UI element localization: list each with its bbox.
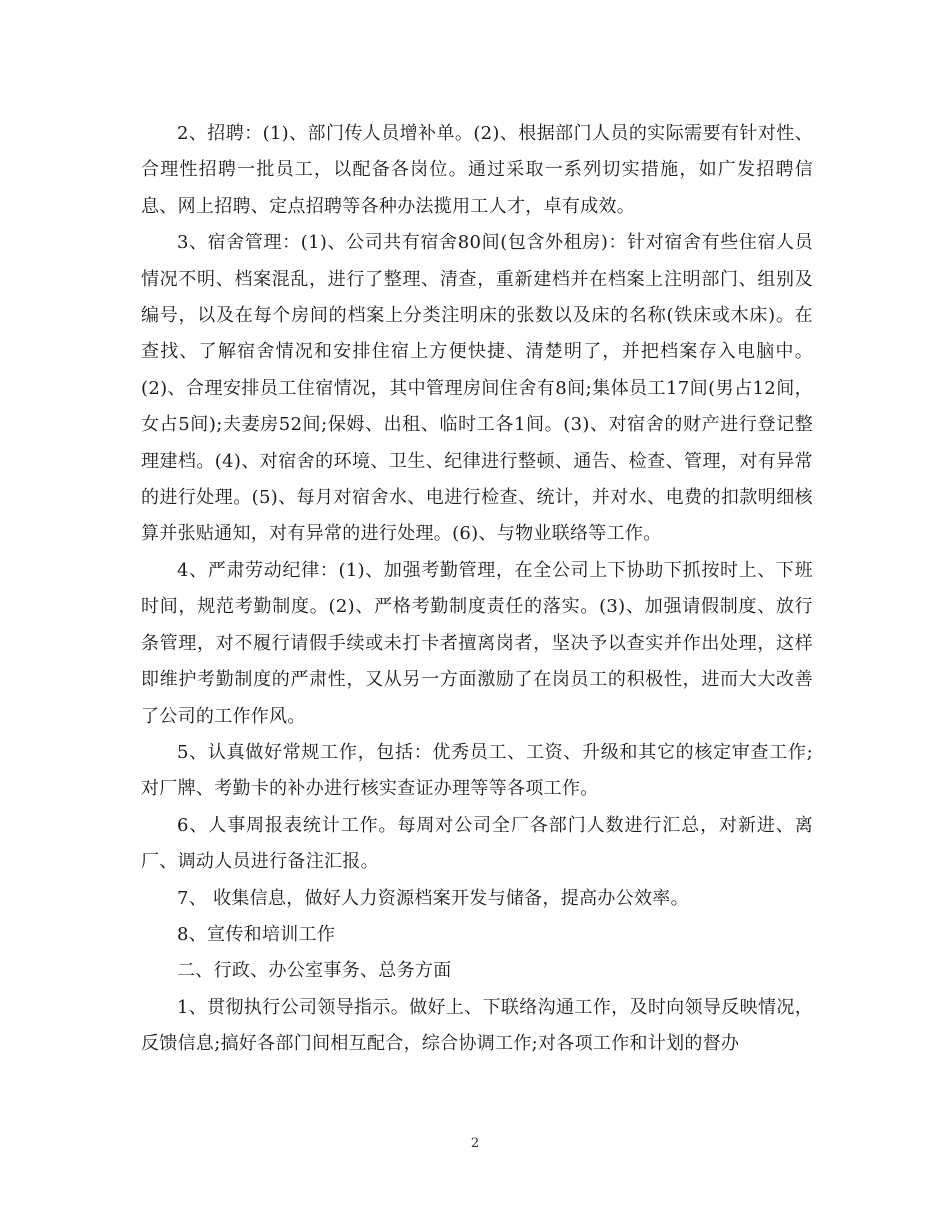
paragraph-recruitment: 2、招聘：(1)、部门传人员增补单。(2)、根据部门人员的实际需要有针对性、合理性招聘一批员工，以配备各岗位。通过采取一系列切实措施，如广发招聘信息、网上招聘、定点招聘等各种办法揽用工人才，卓有成效。 bbox=[141, 123, 813, 217]
paragraph-weekly-report: 6、人事周报表统计工作。每周对公司全厂各部门人数进行汇总，对新进、离厂、调动人员进行备注汇报。 bbox=[141, 814, 813, 873]
paragraph-publicity-training: 8、宣传和培训工作 bbox=[177, 923, 336, 945]
page-number: 2 bbox=[470, 1136, 480, 1151]
paragraph-dormitory-management: 3、宿舍管理：(1)、公司共有宿舍80间(包含外租房)：针对宿舍有些住宿人员情况不明、档案混乱，进行了整理、清查，重新建档并在档案上注明部门、组别及编号，以及在每个房间的档案上分类注明床的张数以及床的名称(铁床或木床)。在查找、了解宿舍情况和安排住宿上方便快捷、清楚明了，并把档案存入电脑中。(2)、合理安排员工住宿情况，其中管理房间住舍有8间;集体员工17间(男占12间，女占5间);夫妻房52间;保姆、出租、临时工各1间。(3)、对宿舍的财产进行登记整理建档。(4)、对宿舍的环境、卫生、纪律进行整顿、通告、检查、管理，对有异常的进行处理。(5)、每月对宿舍水、电进行检查、统计，并对水、电费的扣款明细核算并张贴通知，对有异常的进行处理。(6)、与物业联络等工作。 bbox=[141, 232, 813, 545]
section-heading-administration: 二、行政、办公室事务、总务方面 bbox=[177, 960, 452, 982]
paragraph-information-collection: 7、 收集信息，做好人力资源档案开发与储备，提高办公效率。 bbox=[177, 887, 689, 909]
paragraph-leadership-instructions: 1、贯彻执行公司领导指示。做好上、下联络沟通工作，及时向领导反映情况，反馈信息;搞好各部门间相互配合，综合协调工作;对各项工作和计划的督办 bbox=[141, 996, 813, 1055]
paragraph-labor-discipline: 4、严肃劳动纪律：(1)、加强考勤管理，在全公司上下协助下抓按时上、下班时间，规范考勤制度。(2)、严格考勤制度责任的落实。(3)、加强请假制度、放行条管理，对不履行请假手续或未打卡者擅离岗者，坚决予以查实并作出处理，这样即维护考勤制度的严肃性，又从另一方面激励了在岗员工的积极性，进而大大改善了公司的工作作风。 bbox=[141, 559, 813, 727]
document-body bbox=[141, 116, 813, 1063]
paragraph-routine-work: 5、认真做好常规工作，包括：优秀员工、工资、升级和其它的核定审查工作;对厂牌、考勤卡的补办进行核实查证办理等等各项工作。 bbox=[141, 741, 813, 800]
